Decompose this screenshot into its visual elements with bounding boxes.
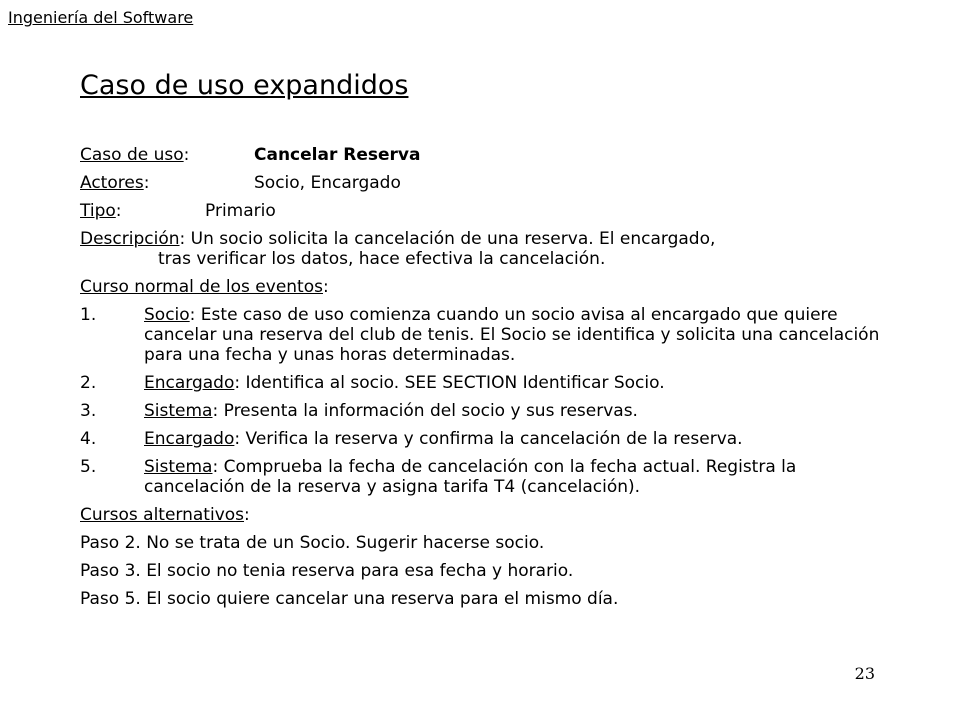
description-block: Descripción: Un socio solicita la cancelación de una reserva. El encargado, tras verificar los datos, hace efectiva la cancelación. — [80, 229, 880, 269]
step-number: 3. — [80, 401, 97, 421]
step-number: 1. — [80, 305, 97, 325]
slide-title: Caso de uso expandidos — [80, 70, 409, 101]
actors-label: Actores — [80, 173, 144, 193]
slide-header: Ingeniería del Software — [8, 8, 194, 27]
type-row: Tipo: Primario — [80, 201, 276, 221]
type-value: Primario — [205, 201, 276, 221]
actors-value: Socio, Encargado — [254, 173, 401, 193]
flow-step — [80, 373, 880, 393]
flow-step — [80, 457, 880, 497]
alternatives-heading: Cursos alternativos: — [80, 505, 250, 525]
step-text: : Verifica la reserva y confirma la cancelación de la reserva. — [234, 429, 743, 449]
step-text: : Identifica al socio. SEE SECTION Identificar Socio. — [234, 373, 665, 393]
use-case-body — [80, 145, 880, 617]
page-number: 23 — [854, 664, 875, 683]
actors-row: Actores: Socio, Encargado — [80, 173, 401, 193]
step-actor: Sistema — [144, 457, 213, 477]
step-text: : Presenta la información del socio y sus reservas. — [212, 401, 638, 421]
alternative-item: Paso 2. No se trata de un Socio. Sugerir hacerse socio. — [80, 533, 545, 553]
use-case-row: Caso de uso: Cancelar Reserva — [80, 145, 421, 165]
alternative-item: Paso 3. El socio no tenia reserva para esa fecha y horario. — [80, 561, 574, 581]
step-number: 5. — [80, 457, 97, 477]
step-actor: Sistema — [144, 401, 213, 421]
type-label: Tipo — [80, 201, 116, 221]
step-actor: Socio — [144, 305, 190, 325]
description-line-2: tras verificar los datos, hace efectiva la cancelación. — [158, 249, 606, 269]
use-case-value: Cancelar Reserva — [254, 145, 421, 165]
step-number: 4. — [80, 429, 97, 449]
flow-step — [80, 401, 880, 421]
description-label: Descripción — [80, 229, 180, 249]
step-actor: Encargado — [144, 373, 235, 393]
step-number: 2. — [80, 373, 97, 393]
step-actor: Encargado — [144, 429, 235, 449]
alternative-item: Paso 5. El socio quiere cancelar una reserva para el mismo día. — [80, 589, 619, 609]
step-text: : Comprueba la fecha de cancelación con la fecha actual. Registra la cancelación de la reserva y asigna tarifa T4 (cancelación). — [144, 457, 797, 497]
alternatives-label: Cursos alternativos — [80, 505, 245, 525]
description-line-1: Un socio solicita la cancelación de una reserva. El encargado, — [190, 229, 716, 249]
normal-flow-label: Curso normal de los eventos — [80, 277, 323, 297]
step-text: : Este caso de uso comienza cuando un socio avisa al encargado que quiere cancelar una reserva del club de tenis. El Socio se identifica y solicita una cancelación para una fecha y unas horas determinadas. — [144, 305, 880, 365]
flow-step — [80, 429, 880, 449]
use-case-label: Caso de uso — [80, 145, 184, 165]
flow-step — [80, 305, 880, 365]
normal-flow-heading: Curso normal de los eventos: — [80, 277, 329, 297]
